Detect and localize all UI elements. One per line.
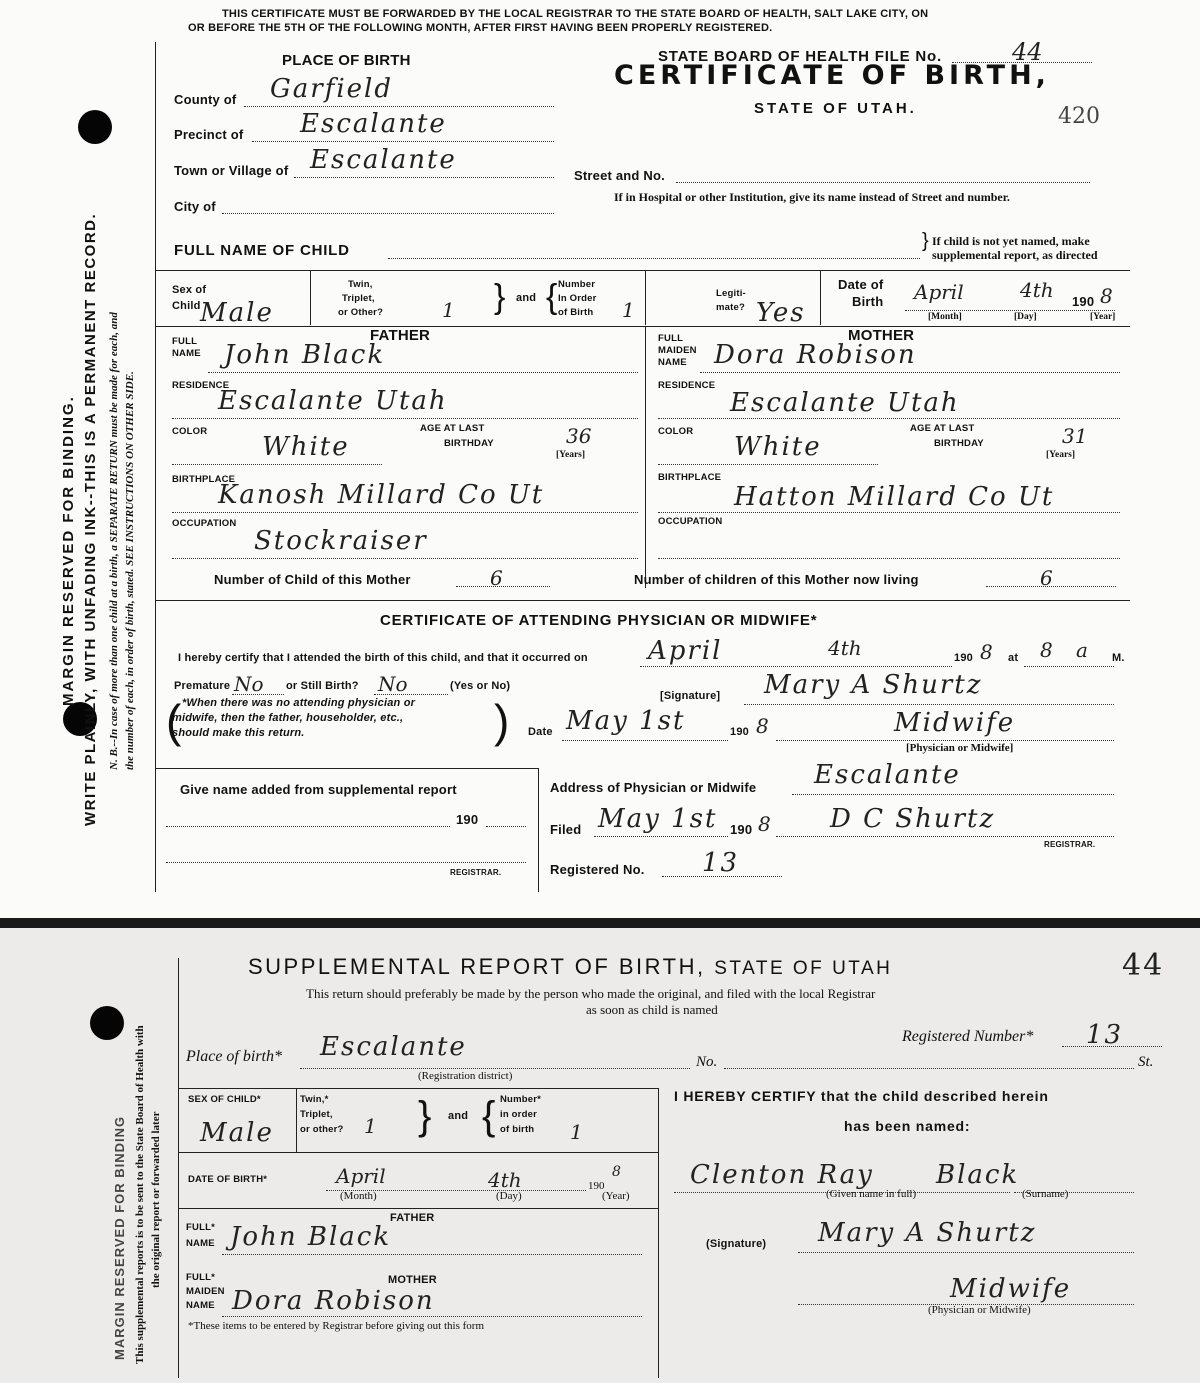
mother-birthplace-label: BIRTHPLACE bbox=[658, 472, 722, 483]
town-value: Escalante bbox=[310, 145, 457, 175]
order-value: 1 bbox=[622, 298, 635, 322]
notice-line-1: THIS CERTIFICATE MUST BE FORWARDED BY THE LOCAL REGISTRAR TO THE STATE BOARD OF HEALTH, SALT LAKE CITY, ON bbox=[222, 8, 929, 20]
date-label: Date bbox=[528, 726, 553, 738]
father-name-line bbox=[208, 372, 638, 373]
mother-residence: Escalante Utah bbox=[730, 388, 960, 418]
day-caption: [Day] bbox=[1014, 312, 1037, 322]
time-value: 8 bbox=[1040, 638, 1053, 662]
mother-years-caption: [Years] bbox=[1046, 450, 1076, 460]
supp-year-line bbox=[486, 826, 526, 827]
supp-signature: Mary A Shurtz bbox=[818, 1218, 1037, 1248]
supp-given-caption: (Given name in full) bbox=[826, 1188, 917, 1200]
supp-grid-line bbox=[658, 1088, 659, 1378]
brace: } bbox=[922, 230, 929, 252]
registrar-signature: D C Shurtz bbox=[830, 804, 996, 834]
father-residence-line bbox=[172, 418, 638, 419]
registered-label: Registered No. bbox=[550, 862, 645, 877]
mother-age-label-2: BIRTHDAY bbox=[934, 438, 984, 449]
and-label: and bbox=[516, 292, 537, 304]
registrar-line bbox=[776, 836, 1114, 837]
mother-maiden-label: MAIDEN bbox=[658, 345, 697, 356]
stillbirth-label: or Still Birth? bbox=[286, 680, 359, 692]
mother-color: White bbox=[734, 432, 822, 462]
legit-label-1: Legiti- bbox=[716, 288, 746, 299]
premature-value: No bbox=[234, 672, 264, 696]
father-residence: Escalante Utah bbox=[218, 386, 448, 416]
supp-signature-label: (Signature) bbox=[706, 1238, 767, 1250]
supplemental-report bbox=[0, 928, 1200, 1383]
supp-twin-label-2: Triplet, bbox=[300, 1109, 333, 1120]
notice-line-2: OR BEFORE THE 5TH OF THE FOLLOWING MONTH, AFTER FIRST HAVING BEEN PROPERLY REGISTERED. bbox=[188, 22, 773, 34]
mother-occupation-label: OCCUPATION bbox=[658, 516, 723, 527]
street-line bbox=[676, 182, 1090, 183]
margin-note-2: the original report or forwarded later bbox=[150, 1111, 162, 1288]
supp-title bbox=[248, 954, 892, 980]
row-divider bbox=[155, 600, 1130, 601]
supp-mother-full-label: FULL* bbox=[186, 1272, 215, 1283]
precinct-value: Escalante bbox=[300, 109, 447, 139]
margin-binding-text: MARGIN RESERVED FOR BINDING bbox=[112, 1115, 127, 1360]
town-label: Town or Village of bbox=[174, 163, 289, 178]
mother-name: Dora Robison bbox=[714, 340, 917, 370]
supp-twin-label-1: Twin,* bbox=[300, 1094, 329, 1105]
supp-year-prefix: 190 bbox=[456, 812, 479, 827]
certificate-subtitle: STATE OF UTAH. bbox=[754, 100, 917, 117]
physician-heading: CERTIFICATE OF ATTENDING PHYSICIAN OR MIDWIFE* bbox=[380, 612, 818, 629]
num-living-value: 6 bbox=[1040, 566, 1053, 590]
town-line bbox=[294, 177, 554, 178]
mother-age: 31 bbox=[1062, 424, 1088, 448]
margin-note-2: the number of each, in order of birth, stated. SEE INSTRUCTIONS ON OTHER SIDE. bbox=[124, 371, 136, 770]
sex-value: Male bbox=[200, 298, 274, 328]
supp-mother-name: Dora Robison bbox=[232, 1286, 435, 1316]
supp-dob-label: DATE OF BIRTH* bbox=[188, 1174, 268, 1185]
mother-color-label: COLOR bbox=[658, 426, 694, 437]
paren: ) bbox=[494, 695, 510, 747]
mother-residence-line bbox=[658, 418, 1120, 419]
father-full-label: FULL bbox=[172, 336, 198, 347]
supp-dob-month: April bbox=[336, 1164, 386, 1188]
father-birthplace-line bbox=[172, 512, 638, 513]
hospital-note: If in Hospital or other Institution, give its name instead of Street and number. bbox=[614, 190, 1010, 204]
date-line bbox=[562, 740, 728, 741]
supp-father-name-label: NAME bbox=[186, 1238, 215, 1249]
father-age: 36 bbox=[566, 424, 592, 448]
twin-label-2: Triplet, bbox=[342, 293, 375, 304]
supp-order-label-2: in order bbox=[500, 1109, 537, 1120]
signature-value: Mary A Shurtz bbox=[764, 670, 983, 700]
supp-father-name: John Black bbox=[230, 1222, 392, 1252]
num-child-line bbox=[456, 586, 550, 587]
father-birthplace: Kanosh Millard Co Ut bbox=[218, 480, 545, 510]
father-color-line bbox=[172, 464, 382, 465]
dob-year-value: 8 bbox=[1100, 284, 1113, 308]
supp-order-label-3: of birth bbox=[500, 1124, 535, 1135]
title-value: Midwife bbox=[894, 708, 1016, 738]
date-value: May 1st bbox=[566, 706, 686, 736]
brace: { bbox=[546, 278, 558, 316]
punch-hole bbox=[78, 110, 112, 144]
dob-label-1: Date of bbox=[838, 277, 884, 292]
twin-label-3: or Other? bbox=[338, 307, 384, 318]
father-name-label: NAME bbox=[172, 348, 201, 359]
supp-st-label: St. bbox=[1138, 1054, 1154, 1070]
supp-place-label: Place of birth* bbox=[186, 1048, 282, 1065]
father-color: White bbox=[262, 432, 350, 462]
supp-and-label: and bbox=[448, 1110, 469, 1122]
mother-occupation-line bbox=[658, 558, 1120, 559]
dob-day: 4th bbox=[1020, 278, 1054, 302]
twin-label-1: Twin, bbox=[348, 279, 373, 290]
supp-no-label: No. bbox=[696, 1054, 718, 1070]
supp-note-1: This return should preferably be made by the person who made the original, and filed with the local Registrar bbox=[306, 986, 876, 1001]
registered-value: 13 bbox=[702, 848, 740, 878]
supp-grid-line bbox=[178, 1208, 658, 1209]
form-border-left bbox=[178, 958, 179, 1378]
supp-dob-day: 4th bbox=[488, 1168, 522, 1192]
when-note-3: should make this return. bbox=[172, 727, 305, 739]
occurred-line bbox=[640, 666, 952, 667]
form-border-left bbox=[155, 42, 156, 892]
premature-label: Premature bbox=[174, 680, 231, 692]
mother-residence-label: RESIDENCE bbox=[658, 380, 716, 391]
street-label: Street and No. bbox=[574, 168, 665, 183]
county-line bbox=[244, 106, 554, 107]
margin-number: 420 bbox=[1058, 104, 1100, 129]
full-name-label: FULL NAME OF CHILD bbox=[174, 242, 350, 259]
mother-name-line bbox=[700, 372, 1120, 373]
not-named-note-2: supplemental report, as directed bbox=[932, 248, 1098, 262]
father-age-label-1: AGE AT LAST bbox=[420, 423, 485, 434]
mother-name-label: NAME bbox=[658, 357, 687, 368]
supp-mother-line bbox=[222, 1316, 642, 1317]
filed-line bbox=[594, 836, 728, 837]
supp-no-line bbox=[724, 1068, 1134, 1069]
order-label-3: of Birth bbox=[558, 307, 594, 318]
signature-label: [Signature] bbox=[660, 690, 721, 702]
father-residence-label: RESIDENCE bbox=[172, 380, 230, 391]
margin-note-1: N. B.--In case of more than one child at a birth, a SEPARATE RETURN must be made for each, and bbox=[108, 312, 120, 770]
box-right bbox=[538, 768, 539, 892]
supp-registrar-line bbox=[166, 862, 526, 863]
when-note-2: midwife, then the father, householder, etc., bbox=[172, 712, 404, 724]
filed-year-value: 8 bbox=[758, 812, 771, 836]
father-heading: FATHER bbox=[370, 327, 431, 344]
row-divider bbox=[155, 270, 1130, 271]
county-value: Garfield bbox=[270, 74, 393, 104]
when-note-1: *When there was no attending physician or bbox=[182, 697, 416, 709]
supp-twin-label-3: or other? bbox=[300, 1124, 344, 1135]
full-name-line bbox=[388, 258, 920, 259]
legit-label-2: mate? bbox=[716, 302, 745, 313]
brace: { bbox=[482, 1094, 496, 1138]
month-caption: [Month] bbox=[928, 312, 962, 322]
time-line bbox=[1024, 666, 1114, 667]
supp-grid-line bbox=[178, 1088, 658, 1089]
father-age-label-2: BIRTHDAY bbox=[444, 438, 494, 449]
dob-line bbox=[905, 310, 1115, 311]
mother-birthplace-line bbox=[658, 512, 1120, 513]
city-label: City of bbox=[174, 199, 216, 214]
m-label: M. bbox=[1112, 652, 1125, 664]
at-label: at bbox=[1008, 652, 1019, 664]
father-birthplace-label: BIRTHPLACE bbox=[172, 474, 236, 485]
supp-title-state: STATE OF UTAH bbox=[714, 958, 893, 979]
supp-order-label-1: Number* bbox=[500, 1094, 541, 1105]
mother-birthplace: Hatton Millard Co Ut bbox=[734, 482, 1055, 512]
supp-dob-year-prefix: 190 bbox=[588, 1180, 605, 1192]
col-divider bbox=[820, 270, 821, 325]
supp-year-caption: (Year) bbox=[602, 1190, 630, 1202]
precinct-label: Precinct of bbox=[174, 127, 244, 142]
not-named-note-1: If child is not yet named, make bbox=[932, 234, 1090, 248]
address-value: Escalante bbox=[814, 760, 961, 790]
city-line bbox=[222, 213, 554, 214]
registrar-caption: REGISTRAR. bbox=[1044, 840, 1096, 849]
row-divider bbox=[155, 326, 1130, 327]
col-divider bbox=[645, 270, 646, 325]
date-year-value: 8 bbox=[756, 714, 769, 738]
num-child-value: 6 bbox=[490, 566, 503, 590]
supp-grid-line bbox=[296, 1088, 297, 1152]
file-no-label: STATE BOARD OF HEALTH FILE No. bbox=[658, 48, 942, 65]
father-occupation-label: OCCUPATION bbox=[172, 518, 237, 529]
yes-or-no: (Yes or No) bbox=[450, 680, 511, 692]
supp-footnote: *These items to be entered by Registrar before giving out this form bbox=[188, 1320, 485, 1332]
certify-text: I hereby certify that I attended the birth of this child, and that it occurred on bbox=[178, 652, 588, 664]
supp-name-line bbox=[166, 826, 450, 827]
supp-father-line bbox=[222, 1254, 642, 1255]
supp-title-main: SUPPLEMENTAL REPORT OF BIRTH, bbox=[248, 954, 706, 979]
signature-line bbox=[744, 704, 1114, 705]
give-name-label: Give name added from supplemental report bbox=[180, 782, 457, 797]
occurred-year-prefix: 190 bbox=[954, 652, 973, 664]
supp-midwife: Midwife bbox=[950, 1274, 1072, 1304]
supp-note-2: as soon as child is named bbox=[586, 1002, 718, 1017]
father-occupation-line bbox=[172, 558, 638, 559]
supp-surname: Black bbox=[936, 1160, 1020, 1190]
supp-father-full-label: FULL* bbox=[186, 1222, 215, 1233]
supp-registered-label: Registered Number* bbox=[902, 1028, 1034, 1045]
brace: } bbox=[494, 278, 506, 316]
supp-sex-value: Male bbox=[200, 1118, 274, 1148]
margin-note-1: This supplemental reports is to be sent to the State Board of Health with bbox=[134, 1025, 146, 1364]
col-divider bbox=[310, 270, 311, 325]
supp-registrar-caption: REGISTRAR. bbox=[450, 868, 502, 877]
supp-certify-2: has been named: bbox=[844, 1118, 971, 1134]
supp-registration-district: (Registration district) bbox=[418, 1070, 513, 1082]
mother-color-line bbox=[658, 464, 878, 465]
father-name: John Black bbox=[224, 340, 386, 370]
num-child-label: Number of Child of this Mother bbox=[214, 572, 411, 587]
address-line bbox=[792, 794, 1114, 795]
supp-month-caption: (Month) bbox=[340, 1190, 377, 1202]
mother-heading: MOTHER bbox=[848, 327, 915, 344]
supp-grid-line bbox=[178, 1152, 658, 1153]
stillbirth-value: No bbox=[378, 672, 408, 696]
dob-label-2: Birth bbox=[852, 294, 884, 309]
margin-permanent-text: WRITE PLAINLY, WITH UNFADING INK--THIS IS A PERMANENT RECORD. bbox=[82, 212, 99, 826]
brace: } bbox=[418, 1094, 432, 1138]
sex-label-2: Child bbox=[172, 300, 201, 312]
filed-label: Filed bbox=[550, 822, 582, 837]
filed-value: May 1st bbox=[598, 804, 718, 834]
mother-age-label-1: AGE AT LAST bbox=[910, 423, 975, 434]
margin-binding-text: MARGIN RESERVED FOR BINDING. bbox=[60, 395, 77, 706]
legit-value: Yes bbox=[756, 298, 806, 328]
file-no-value: 44 bbox=[1012, 38, 1043, 66]
box-top bbox=[155, 768, 538, 769]
dob-month: April bbox=[914, 280, 964, 304]
address-label: Address of Physician or Midwife bbox=[550, 780, 757, 795]
supp-dob-year-value: 8 bbox=[612, 1164, 621, 1180]
twin-value: 1 bbox=[442, 298, 455, 322]
supp-surname-caption: (Surname) bbox=[1022, 1188, 1069, 1200]
order-label-2: In Order bbox=[558, 293, 597, 304]
supp-registered-value: 13 bbox=[1086, 1020, 1124, 1050]
supp-corner-number: 44 bbox=[1122, 948, 1165, 983]
supp-order-value: 1 bbox=[570, 1120, 583, 1144]
supp-twin-value: 1 bbox=[364, 1114, 377, 1138]
ampm-value: a bbox=[1076, 638, 1088, 662]
punch-hole bbox=[90, 1006, 124, 1040]
supp-father-heading: FATHER bbox=[390, 1212, 435, 1224]
physician-caption: [Physician or Midwife] bbox=[906, 742, 1014, 754]
dob-year-prefix: 190 bbox=[1072, 294, 1095, 309]
supp-physician-caption: (Physician or Midwife) bbox=[928, 1304, 1031, 1316]
paren: ( bbox=[166, 695, 182, 747]
father-years-caption: [Years] bbox=[556, 450, 586, 460]
supp-day-caption: (Day) bbox=[496, 1190, 522, 1202]
supp-place-line bbox=[300, 1068, 690, 1069]
sex-label-1: Sex of bbox=[172, 284, 207, 296]
county-label: County of bbox=[174, 92, 237, 107]
certificate-title: CERTIFICATE OF BIRTH, bbox=[614, 60, 1050, 91]
occurred-year-value: 8 bbox=[980, 640, 993, 664]
supp-certify-1: I HEREBY CERTIFY that the child described herein bbox=[674, 1088, 1049, 1104]
supp-mother-maiden-label: MAIDEN bbox=[186, 1286, 225, 1297]
supp-given-name: Clenton Ray bbox=[690, 1160, 874, 1190]
supp-sex-label: SEX OF CHILD* bbox=[188, 1094, 261, 1105]
supp-signature-line bbox=[798, 1252, 1134, 1253]
filed-year-prefix: 190 bbox=[730, 822, 753, 837]
date-year-prefix: 190 bbox=[730, 726, 749, 738]
title-line bbox=[776, 740, 1114, 741]
father-color-label: COLOR bbox=[172, 426, 208, 437]
year-caption: [Year] bbox=[1090, 312, 1116, 322]
father-occupation: Stockraiser bbox=[254, 526, 428, 556]
supp-mother-heading: MOTHER bbox=[388, 1274, 437, 1286]
place-of-birth-heading: PLACE OF BIRTH bbox=[282, 52, 411, 69]
supp-place-value: Escalante bbox=[320, 1032, 467, 1062]
precinct-line bbox=[252, 141, 554, 142]
parents-divider bbox=[645, 326, 646, 588]
occurred-month: April bbox=[648, 636, 723, 666]
num-living-label: Number of children of this Mother now living bbox=[634, 572, 919, 587]
order-label-1: Number bbox=[558, 279, 596, 290]
occurred-day: 4th bbox=[828, 636, 862, 660]
mother-full-label: FULL bbox=[658, 333, 684, 344]
supp-mother-name-label: NAME bbox=[186, 1300, 215, 1311]
